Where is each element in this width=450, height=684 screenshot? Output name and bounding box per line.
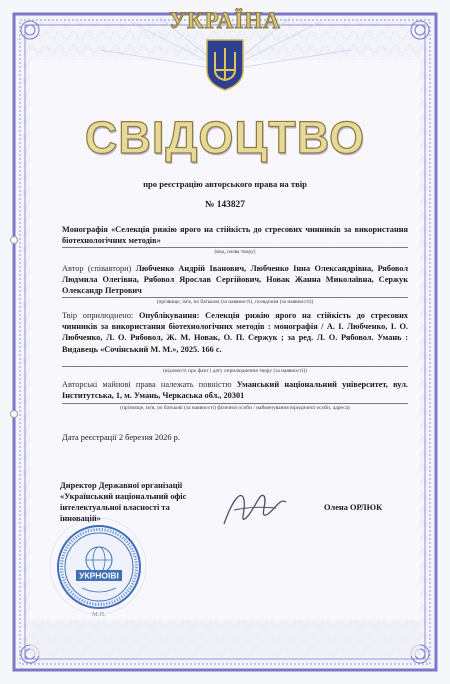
- owner-text: Уманський національний університет, вул. Інститутська, 1, м. Умань, Черкаська обл., 20301: [62, 380, 408, 401]
- document-title-text: СВІДОЦТВО: [84, 112, 366, 163]
- director-name: Олена ОРЛЮК: [324, 503, 383, 512]
- certificate-number: № 143827: [205, 200, 245, 210]
- publication-caption: (відомості про факт і дату оприлюднення твору (за наявності)): [163, 368, 307, 374]
- divider: [62, 247, 408, 248]
- divider: [62, 366, 408, 367]
- authors-text: Любченко Андрій Іванович, Любченко Інна Олександрівна, Рябовол Людмила Олегівна, Рябовол Ярослав Сергійович, Новак Жанна Миколаївна, Сержук Олександр Петрович: [62, 264, 409, 296]
- director-position: Директор Державної організації «Український національний офіс інтелектуальної власності та інновацій»: [60, 481, 187, 523]
- stamp-mark: М.П.: [92, 611, 106, 618]
- owner-caption: (прізвище, ім'я, по батькові (за наявності) фізичної особи / найменування юридичної особи, адреса): [120, 405, 350, 411]
- punch-hole: [10, 236, 18, 244]
- punch-hole: [10, 410, 18, 418]
- document-title: [0, 112, 450, 164]
- publication-text: Опублікування: Селекція рижію ярого на стійкість до стресових чинників за використання біотехнологічних методів : монографія / А. І. Любченко, І. О. Любченко, Л. О. Рябовол, Ж. М. Новак, О. П. Сержук ; за ред. Л. О. Рябовол. Умань : Видавець «Сочінський М. М.», 2025. 166 с.: [62, 311, 409, 354]
- authors-block: [62, 263, 408, 297]
- country-name: УКРАЇНА: [169, 8, 281, 33]
- seal-text: УКРНОІВІ: [79, 570, 119, 581]
- signature-icon: [220, 486, 292, 532]
- divider: [62, 297, 408, 298]
- divider: [62, 403, 408, 404]
- official-seal-icon: [56, 524, 142, 610]
- publication-block: [62, 310, 408, 355]
- owner-block: [62, 379, 408, 401]
- work-title: [62, 224, 408, 246]
- publication-label: Твір оприлюднено:: [62, 311, 134, 320]
- country-heading: [0, 8, 450, 34]
- registration-date: Дата реєстрації 2 березня 2026 р.: [62, 433, 180, 442]
- subtitle: про реєстрацію авторського права на твір: [143, 179, 307, 189]
- work-caption: (вид, назва твору): [214, 249, 256, 255]
- authors-label: Автор (співавтори): [62, 264, 132, 273]
- owner-label: Авторські майнові права належать повністю: [62, 380, 232, 389]
- authors-caption: (прізвище, ім'я, по батькові (за наявності), псевдонім (за наявності)): [156, 299, 314, 305]
- work-title-text: Монографія «Селекція рижію ярого на стійкість до стресових чинників за використання біотехнологічних методів»: [62, 225, 408, 246]
- trident-emblem-icon: [207, 40, 243, 90]
